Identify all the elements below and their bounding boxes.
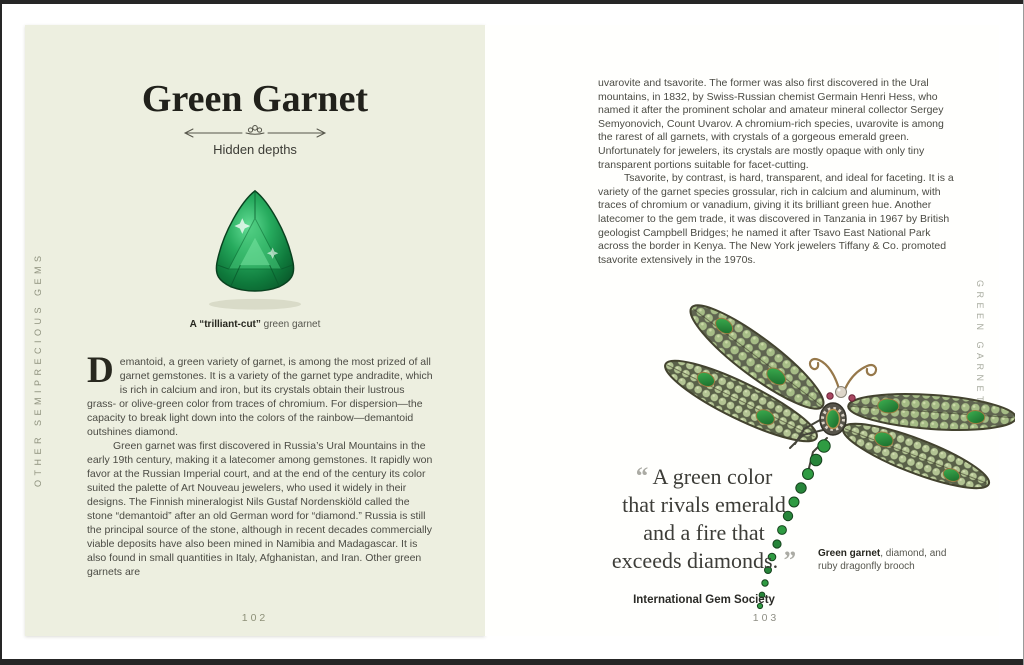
quote-line: [593, 547, 815, 575]
divider-ornament-icon: [25, 124, 485, 143]
chapter-vertical-label: GREEN GARNET: [975, 280, 985, 407]
left-paragraph-2: Green garnet was first discovered in Russia’s Ural Mountains in the early 19th century, making it a latecomer among gemstones. It rapidly won favor at the Russian Imperial court, and at the end of the century its color suited the palette of Art Nouveau jewelers, who used it widely in their designs. The Finnish mineralogist Nils Gustaf Nordenskiöld called the stone “demantoid” after an old German word for “diamond.” Russia is still the principal source of the stone, although in recent decades commercially viable deposits have also been mined in Namibia and Madagascar. It is also found in small quantities in Italy, Afghanistan, and Iran. Other green garnets are: [87, 440, 433, 578]
brooch-caption: [818, 547, 953, 573]
quote-line-text: exceeds diamonds.: [611, 548, 779, 573]
window-top-edge: [0, 0, 1024, 4]
left-page: [25, 25, 485, 636]
brooch-caption-rest: , diamond, and ruby dragonfly brooch: [818, 548, 947, 572]
quote-line: [593, 463, 815, 491]
left-paragraph-1: [87, 350, 435, 439]
close-quote-mark: ”: [783, 547, 797, 574]
gem-caption: [25, 319, 485, 330]
left-body-text: [87, 350, 435, 579]
page-number-right: 103: [752, 612, 780, 624]
quote-line: and a fire that: [643, 520, 765, 545]
page-title: Green Garnet: [141, 78, 369, 120]
page-subtitle: Hidden depths: [213, 142, 297, 157]
gem-caption-rest: green garnet: [260, 319, 321, 330]
left-paragraph-1-text: emantoid, a green variety of garnet, is among the most prized of all garnet gemstones. It is a variety of the garnet type andradite, which is rich in calcium and iron, but its crystals obtain their lustrous grass- or olive-green color from traces of chromium. For dispersion—the capacity to break light down into the colors of the rainbow—demantoid outshines diamond.: [87, 356, 433, 438]
right-body-text: [598, 77, 958, 267]
right-paragraph-1: uvarovite and tsavorite. The former was also first discovered in the Ural mountains, in 1832, by Swiss-Russian chemist Germain Henri Hess, who named it after the prominent scholar and amateur mineral collector Sergey Semyonovich, Count Uvarov. A chromium-rich species, uvarovite is among the rarest of all garnets, with crystals of a gorgeous emerald green. Unfortunately for jewelers, its crystals are mostly opaque with only tiny transparent portions suitable for facet-cutting.: [598, 77, 944, 171]
section-vertical-label: OTHER SEMIPRECIOUS GEMS: [33, 251, 43, 487]
quote-attribution: International Gem Society: [633, 594, 775, 606]
page-number-left: 102: [241, 612, 269, 624]
pull-quote: [593, 463, 815, 614]
right-paragraph-2: Tsavorite, by contrast, is hard, transparent, and ideal for faceting. It is a variety of the garnet species grossular, rich in calcium and aluminum, with traces of chromium or vanadium, giving it its brilliant green hue. Another latecomer to the gem trade, it was discovered in Tanzania in 1967 by British geologist Campbell Bridges; he named it after Tsavo East National Park across the border in Kenya. The New York jewelers Tiffany & Co. promoted tsavorite extensively in the 1970s.: [598, 172, 954, 266]
trilliant-garnet-photo: [25, 183, 485, 320]
window-bottom-edge: [0, 659, 1024, 665]
quote-line-text: A green color: [652, 464, 773, 489]
right-page: [485, 25, 999, 636]
open-quote-mark: “: [635, 463, 649, 490]
gem-caption-bold: A “trilliant-cut”: [189, 319, 261, 330]
window-left-edge: [0, 0, 2, 665]
brooch-caption-bold: Green garnet: [818, 548, 881, 559]
drop-cap: D: [87, 350, 114, 391]
quote-line: that rivals emerald: [622, 492, 786, 517]
